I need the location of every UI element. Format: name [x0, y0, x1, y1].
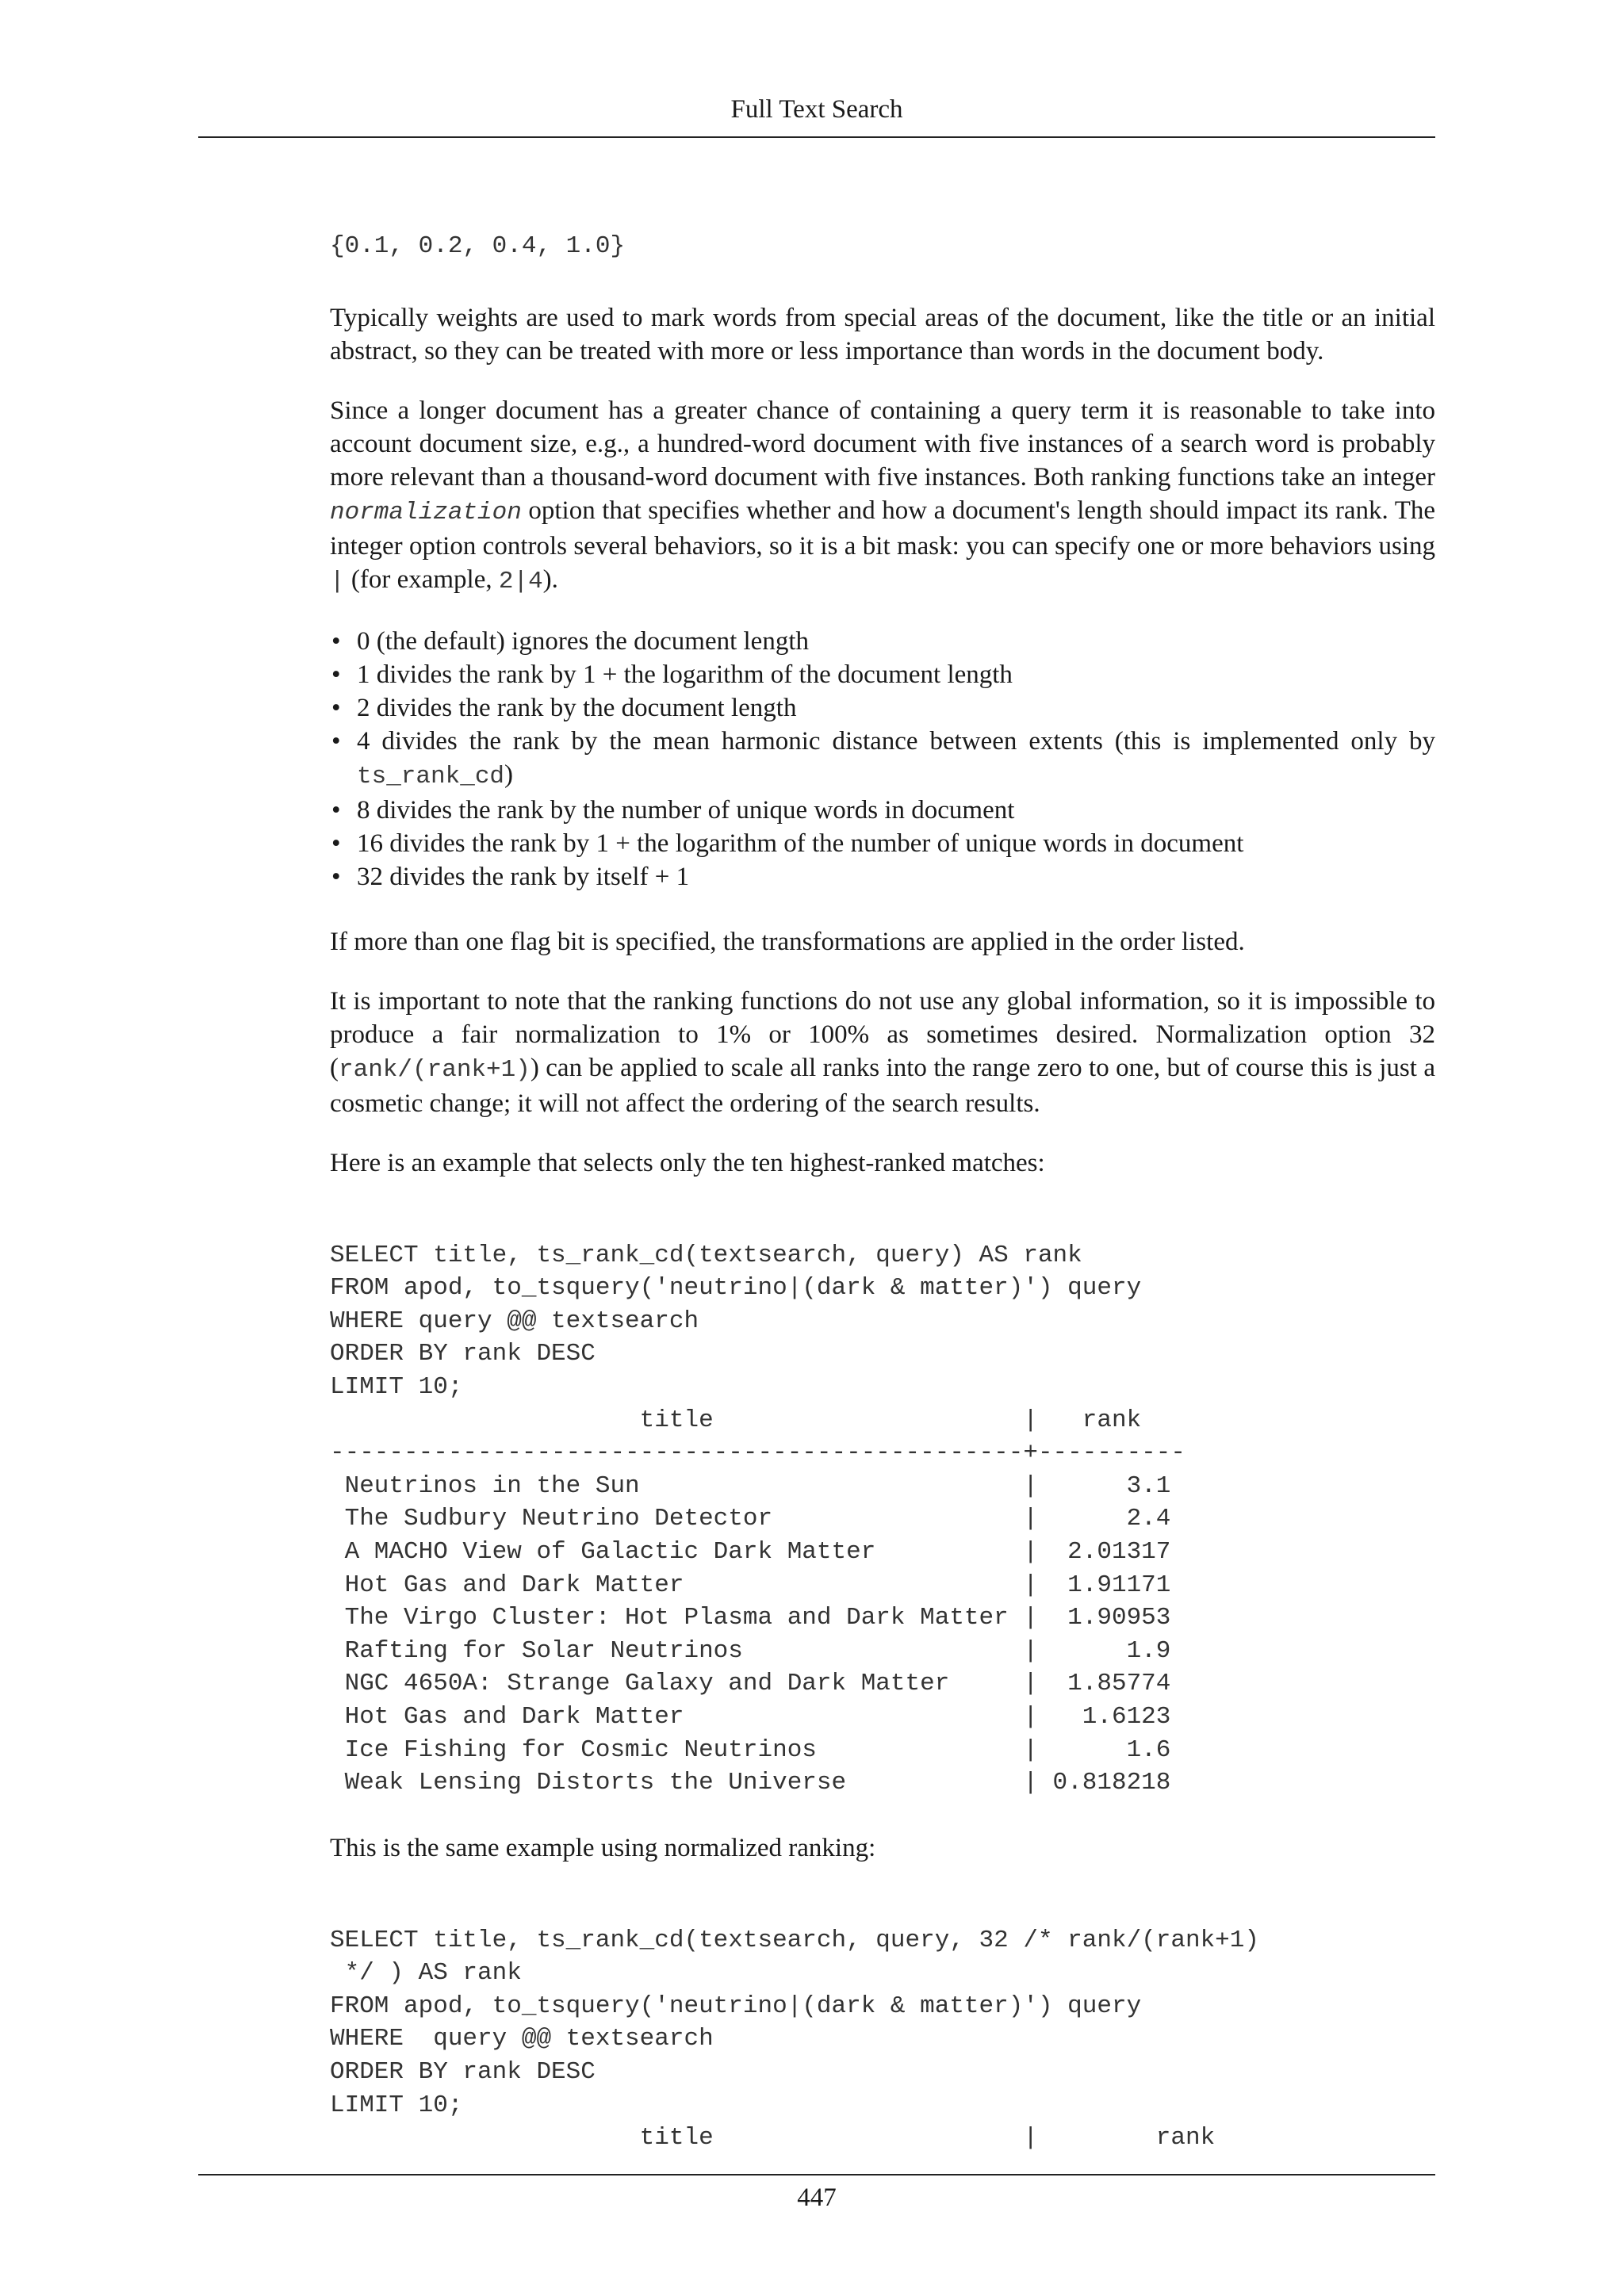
list-item: • 2 divides the rank by the document length [330, 691, 1435, 725]
inline-code-pipe: | [330, 567, 345, 595]
inline-code-ts-rank-cd: ts_rank_cd [357, 762, 505, 790]
paragraph-document-length [330, 394, 1435, 599]
list-item: • 32 divides the rank by itself + 1 [330, 860, 1435, 894]
code-example-top-ranked: SELECT title, ts_rank_cd(textsearch, query) AS rank FROM apod, to_tsquery('neutrino|(dark & matter)') query WHERE query @@ textsearch ORDER BY rank DESC LIMIT 10; title | rank -----------------------------------------------+---------- Neutrinos in the Sun | 3.1 The Sudbury Neutrino Detector | 2.4 A MACHO View of Galactic Dark Matter | 2.01317 Hot Gas and Dark Matter | 1.91171 The Virgo Cluster: Hot Plasma and Dark Matter | 1.90953 Rafting for Solar Neutrinos | 1.9 NGC 4650A: Strange Galaxy and Dark Matter | 1.85774 Hot Gas and Dark Matter | 1.6123 Ice Fishing for Cosmic Neutrinos | 1.6 Weak Lensing Distorts the Universe | 0.818218 [330, 1241, 1185, 1797]
running-header: Full Text Search [730, 95, 903, 124]
list-item [330, 725, 1435, 794]
footer-rule [198, 2174, 1435, 2175]
header-rule [198, 136, 1435, 138]
paragraph-text: (for example, [344, 564, 499, 594]
inline-code-example: 2|4 [498, 567, 543, 595]
page-number: 447 [797, 2183, 837, 2212]
paragraph-text: It is important to note that the ranking functions do not use any global information, so it is impossible to produce a fair normalization to 1% or 100% as sometimes desired. Normalization option 32 ( [330, 986, 1435, 1082]
paragraph-weights: Typically weights are used to mark words from special areas of the document, like the title or an initial abstract, so they can be treated with more or less importance than words in the document body. [330, 303, 1435, 365]
paragraph-text: Since a longer document has a greater chance of containing a query term it is reasonable to take into account document size, e.g., a hundred-word document with five instances of a search word is probably more relevant than a thousand-word document with five instances. Both ranking functions take an integer [330, 396, 1435, 492]
code-example-normalized: SELECT title, ts_rank_cd(textsearch, query, 32 /* rank/(rank+1) */ ) AS rank FROM apod, to_tsquery('neutrino|(dark & matter)') query WHERE query @@ textsearch ORDER BY rank DESC LIMIT 10; title | rank [330, 1926, 1259, 2152]
paragraph-text: ) can be applied to scale all ranks into the range zero to one, but of course this is just a cosmetic change; it will not affect the ordering of the search results. [330, 1053, 1435, 1118]
list-item: • 16 divides the rank by 1 + the logarithm of the number of unique words in document [330, 827, 1435, 860]
paragraph-flag-order: If more than one flag bit is specified, the transformations are applied in the order listed. [330, 927, 1245, 956]
inline-code-rank-normalized: rank/(rank+1) [339, 1055, 530, 1084]
normalization-flag-list [330, 625, 1435, 894]
inline-code-normalization: normalization [330, 498, 522, 526]
list-item: • 8 divides the rank by the number of unique words in document [330, 794, 1435, 827]
list-item-text: ) [504, 760, 514, 789]
paragraph-text: ). [542, 564, 558, 594]
list-item: • 0 (the default) ignores the document length [330, 625, 1435, 658]
paragraph-example-normalized-intro: This is the same example using normalized ranking: [330, 1833, 876, 1862]
paragraph-global-info [330, 985, 1435, 1120]
weights-default-array: {0.1, 0.2, 0.4, 1.0} [330, 232, 626, 260]
paragraph-text: option that specifies whether and how a document's length should impact its rank. The integer option controls several behaviors, so it is a bit mask: you can specify one or more behaviors using [330, 496, 1435, 561]
list-item-text: 4 divides the rank by the mean harmonic distance between extents (this is implemented only by [357, 726, 1435, 756]
paragraph-example-intro: Here is an example that selects only the ten highest-ranked matches: [330, 1148, 1045, 1177]
list-item: • 1 divides the rank by 1 + the logarithm of the document length [330, 658, 1435, 691]
page-content [330, 214, 1435, 2155]
